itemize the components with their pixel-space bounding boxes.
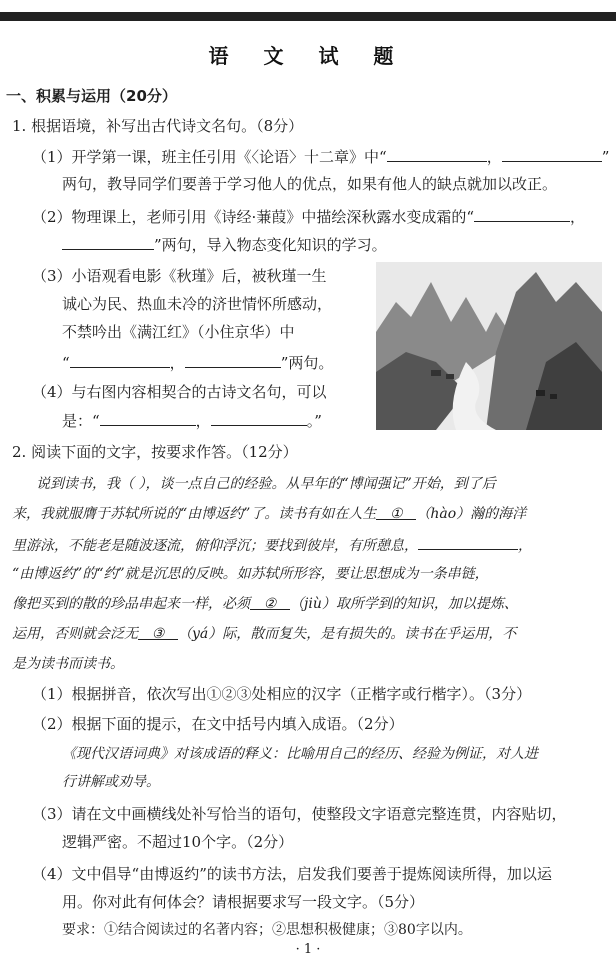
q1-3-line1: （3）小语观看电影《秋瑾》后，被秋瑾一生 bbox=[32, 267, 327, 285]
q1-4-line1: （4）与右图内容相契合的古诗文名句，可以 bbox=[32, 383, 327, 401]
q2-2: （2）根据下面的提示，在文中括号内填入成语。（2分） bbox=[32, 715, 404, 733]
q1-2-line1: （2）物理课上，老师引用《诗经·蒹葭》中描绘深秋露水变成霜的“ ， bbox=[32, 208, 585, 226]
q1-4-line2: 是：“ ， 。” bbox=[62, 412, 322, 430]
q1-3-line4: “ ， ”两句。 bbox=[62, 354, 334, 372]
q2-3-line2: 逻辑严密。不超过10个字。（2分） bbox=[62, 833, 294, 851]
blank[interactable] bbox=[100, 410, 196, 426]
passage-line-5: 像把买到的散的珍品串起来一样，必须 ② （jiù）取所学到的知识，加以提炼、 bbox=[12, 596, 518, 612]
q2-4-requirements: 要求：①结合阅读过的名著内容；②思想积极健康；③80字以内。 bbox=[62, 922, 472, 938]
blank[interactable] bbox=[185, 352, 281, 368]
q1-2-line2: ”两句，导入物态变化知识的学习。 bbox=[62, 234, 387, 255]
q1-3-line2: 诚心为民、热血未冷的济世情怀所感动， bbox=[62, 295, 333, 313]
passage-line-3: 里游泳，不能老是随波逐流，俯仰浮沉；要找到彼岸，有所憩息， ， bbox=[12, 534, 532, 556]
passage-line-2: 来，我就服膺于苏轼所说的“由博返约”了。读书有如在人生 ① （hào）瀚的海洋 bbox=[12, 506, 527, 522]
q2-2-definition-2: 行讲解或劝导。 bbox=[62, 774, 160, 790]
blank-3[interactable]: ③ bbox=[138, 624, 178, 640]
q1-1-line1: （1）开学第一课，班主任引用《〈论语〉十二章》中“ ， ” bbox=[32, 148, 610, 166]
blank-2[interactable]: ② bbox=[250, 594, 290, 610]
q2-1: （1）根据拼音，依次写出①②③处相应的汉字（正楷字或行楷字）。（3分） bbox=[32, 685, 532, 703]
q2-stem: 2. 阅读下面的文字，按要求作答。（12分） bbox=[12, 443, 298, 461]
q2-4-line2: 用。你对此有何体会？请根据要求写一段文字。（5分） bbox=[62, 893, 425, 911]
q2-2-definition-1: 《现代汉语词典》对该成语的释义：比喻用自己的经历、经验为例证，对人进 bbox=[62, 746, 538, 762]
q1-3-line3: 不禁吟出《满江红》（小住京华）中 bbox=[62, 323, 295, 341]
page-number: · 1 · bbox=[295, 942, 321, 957]
top-rule bbox=[0, 12, 616, 21]
blank[interactable] bbox=[502, 146, 602, 162]
blank-1[interactable]: ① bbox=[376, 504, 416, 520]
q2-4-line1: （4）文中倡导“由博返约”的读书方法，启发我们要善于提炼阅读所得，加以运 bbox=[32, 865, 552, 883]
blank[interactable] bbox=[70, 352, 170, 368]
page-title: 语 文 试 题 bbox=[208, 44, 408, 68]
passage-line-7: 是为读书而读书。 bbox=[12, 656, 124, 672]
blank-line[interactable] bbox=[418, 534, 518, 550]
q1-1-line2: 两句，教导同学们要善于学习他人的优点，如果有他人的缺点就加以改正。 bbox=[62, 175, 558, 193]
blank[interactable] bbox=[211, 410, 307, 426]
passage-line-1: 说到读书，我（ ），谈一点自己的经验。从早年的“博闻强记”开始，到了后 bbox=[36, 476, 496, 492]
landscape-painting bbox=[376, 262, 602, 430]
blank[interactable] bbox=[387, 146, 487, 162]
blank[interactable] bbox=[62, 234, 154, 250]
q1-stem: 1. 根据语境，补写出古代诗文名句。（8分） bbox=[12, 117, 304, 135]
passage-line-4: “由博返约”的“约”就是沉思的反映。如苏轼所形容，要让思想成为一条串链， bbox=[12, 566, 489, 582]
passage-line-6: 运用，否则就会泛无 ③ （yá）际，散而复失，是有损失的。读书在乎运用，不 bbox=[12, 626, 517, 642]
q2-3-line1: （3）请在文中画横线处补写恰当的语句，使整段文字语意完整连贯，内容贴切， bbox=[32, 805, 567, 823]
section-heading: 一、积累与运用（20分） bbox=[6, 87, 177, 105]
blank[interactable] bbox=[474, 206, 570, 222]
